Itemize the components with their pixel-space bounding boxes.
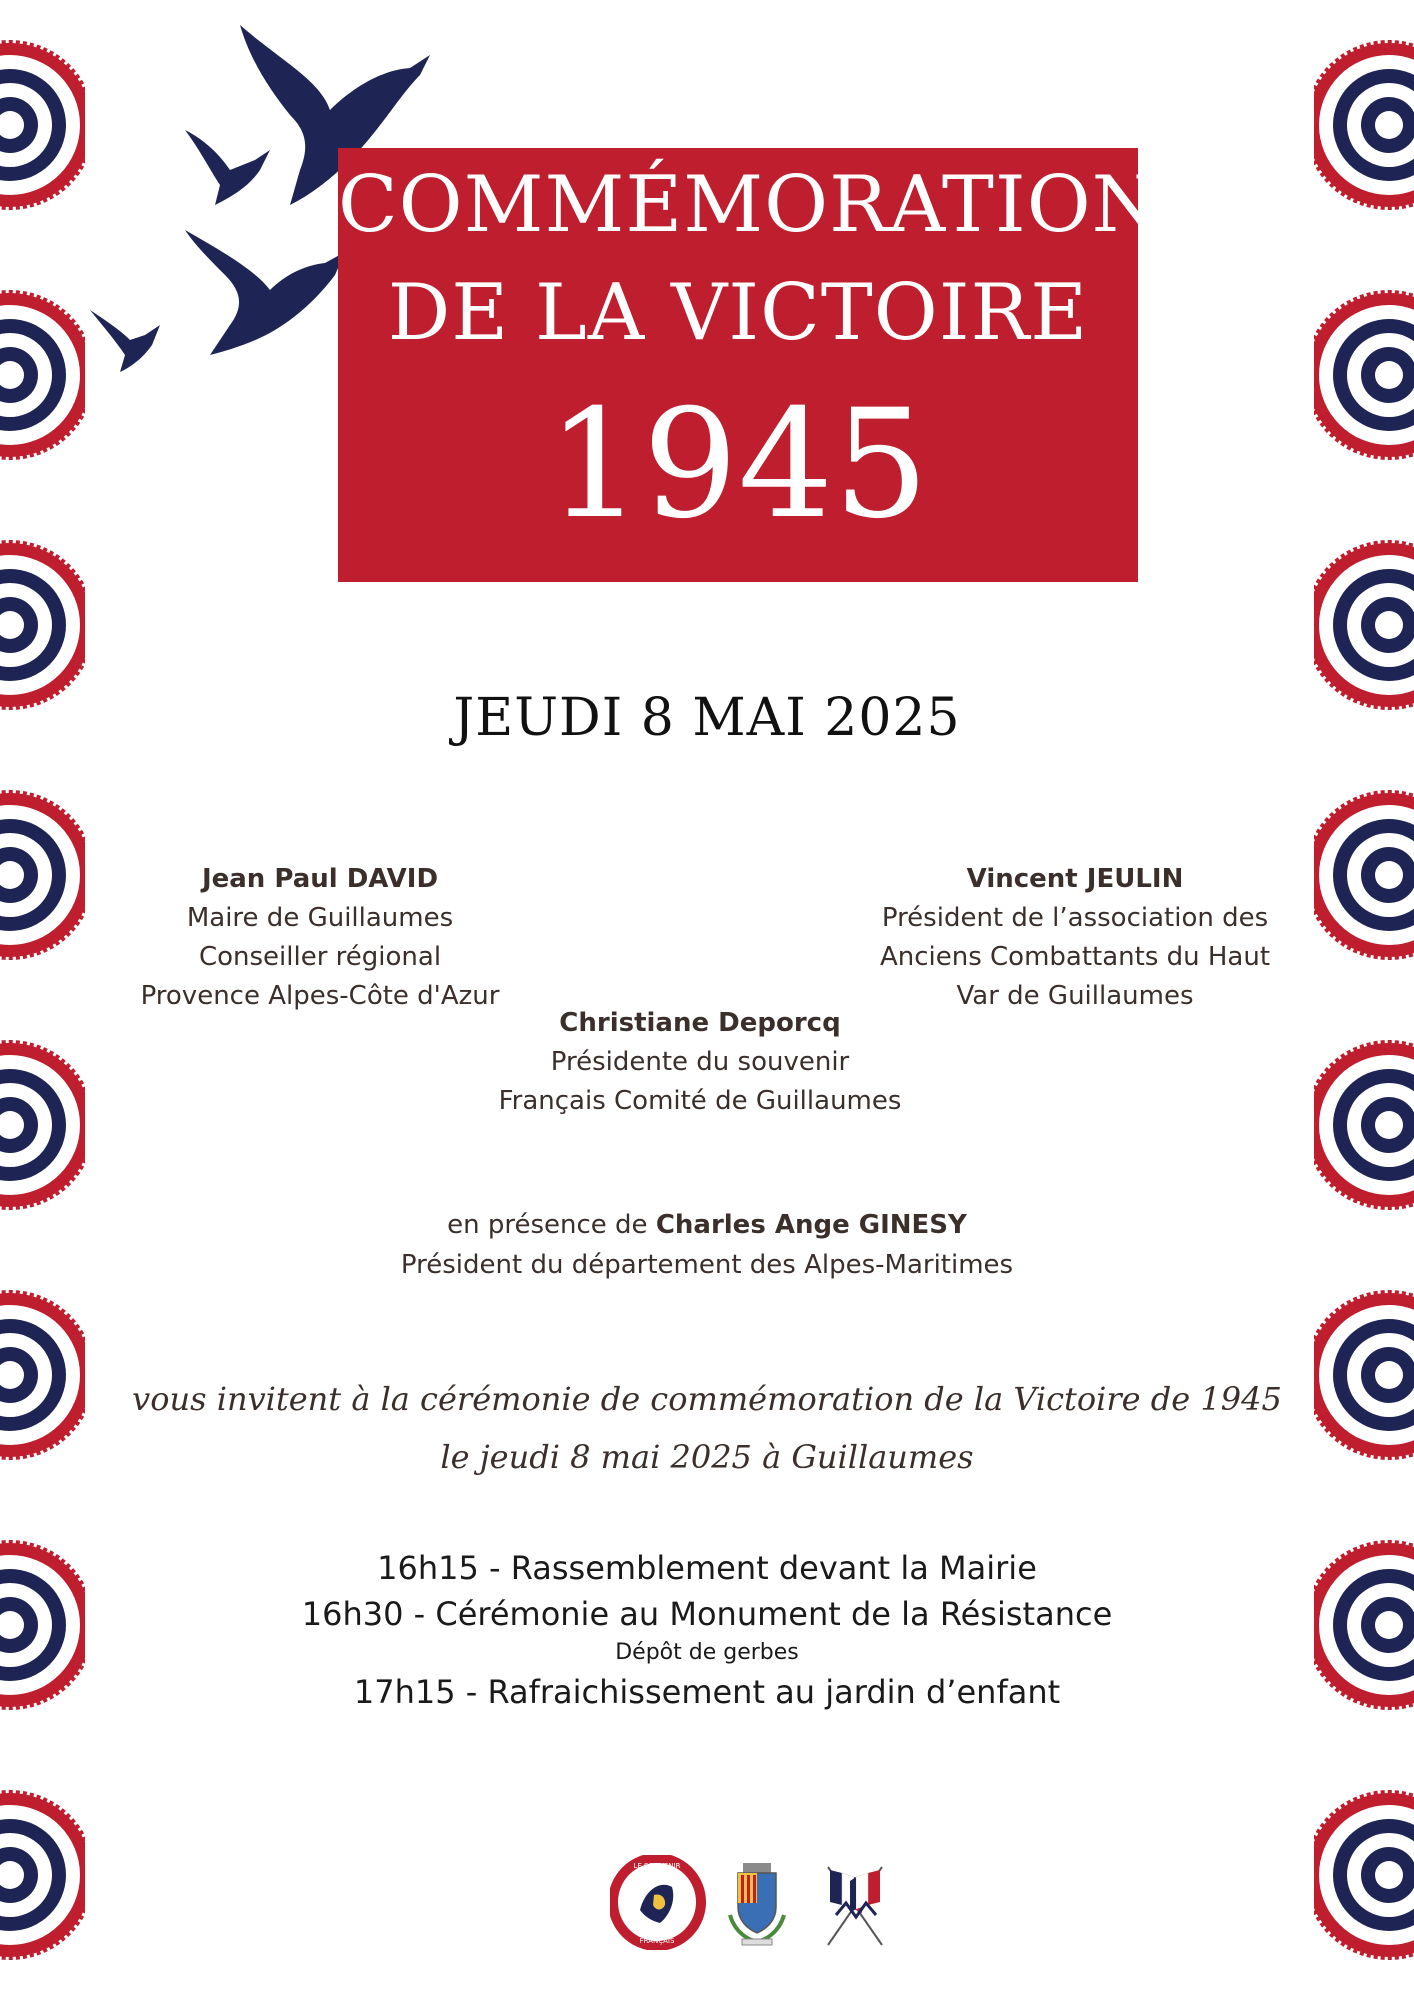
- title-banner: [338, 148, 1161, 582]
- host-name: Christiane Deporcq: [559, 1008, 841, 1038]
- host-vincent-jeulin: [860, 860, 1290, 1016]
- presence-prefix: en présence de: [447, 1210, 656, 1240]
- rosette-icon: [1314, 1793, 1414, 1957]
- host-name: Vincent JEULIN: [966, 864, 1184, 894]
- schedule-item: 17h15 - Rafraichissement au jardin d’enfant: [353, 1673, 1061, 1711]
- rosette-icon: [1314, 293, 1414, 457]
- presence-line: [0, 1205, 1414, 1245]
- rosette-icon: [1314, 543, 1414, 707]
- schedule-item: 16h15 - Rassemblement devant la Mairie: [377, 1549, 1037, 1587]
- host-role-line: Provence Alpes-Côte d'Azur: [140, 981, 500, 1011]
- host-name: Jean Paul DAVID: [201, 864, 439, 894]
- rosette-icon: [1314, 1043, 1414, 1207]
- host-role-line: Conseiller régional: [198, 942, 442, 972]
- rosette-icon: [0, 43, 85, 207]
- host-role-line: Présidente du souvenir: [550, 1047, 850, 1077]
- guillaumes-coat-of-arms-icon: [730, 1863, 784, 1945]
- partner-logos: [610, 1855, 930, 1950]
- invitation-line: le jeudi 8 mai 2025 à Guillaumes: [440, 1438, 974, 1476]
- host-role-line: Maire de Guillaumes: [186, 903, 454, 933]
- rosette-icon: [1314, 43, 1414, 207]
- host-christiane-deporcq: [480, 1004, 920, 1121]
- rosette-icon: [0, 793, 85, 957]
- rosette-icon: [1314, 793, 1414, 957]
- rosette-icon: [0, 1043, 85, 1207]
- rosette-icon: [0, 1793, 85, 1957]
- rosette-icon: [0, 543, 85, 707]
- guest-role: Président du département des Alpes-Maritimes: [400, 1250, 1014, 1280]
- schedule-note: Dépôt de gerbes: [615, 1640, 799, 1665]
- host-role-line: Anciens Combattants du Haut: [879, 942, 1271, 972]
- invitation-line: vous invitent à la cérémonie de commémoration de la Victoire de 1945: [132, 1380, 1282, 1418]
- souvenir-francais-logo: [613, 1858, 701, 1946]
- title-line-1: COMMÉMORATION: [338, 160, 1161, 250]
- guest-of-honour: [0, 1205, 1414, 1285]
- schedule-item: 16h30 - Cérémonie au Monument de la Résistance: [301, 1595, 1113, 1633]
- host-role-line: Var de Guillaumes: [956, 981, 1194, 1011]
- title-line-2: DE LA VICTOIRE: [387, 268, 1089, 358]
- host-jean-paul-david: [120, 860, 520, 1016]
- title-year: 1945: [547, 378, 929, 552]
- guest-name: Charles Ange GINESY: [655, 1210, 967, 1240]
- host-role-line: Président de l’association des: [881, 903, 1269, 933]
- event-date: JEUDI 8 MAI 2025: [453, 688, 961, 748]
- crossed-flags-logo: [828, 1867, 882, 1945]
- dove-icon: [185, 230, 345, 355]
- dove-icon: [90, 310, 160, 372]
- host-role-line: Français Comité de Guillaumes: [498, 1086, 902, 1116]
- schedule: [0, 1545, 1414, 1715]
- invitation-text: [0, 1370, 1414, 1486]
- logo-text: LE SOUVENIR: [633, 1862, 681, 1870]
- logo-text: FRANÇAIS: [639, 1937, 675, 1945]
- rosette-icon: [0, 293, 85, 457]
- dove-icon: [185, 130, 270, 205]
